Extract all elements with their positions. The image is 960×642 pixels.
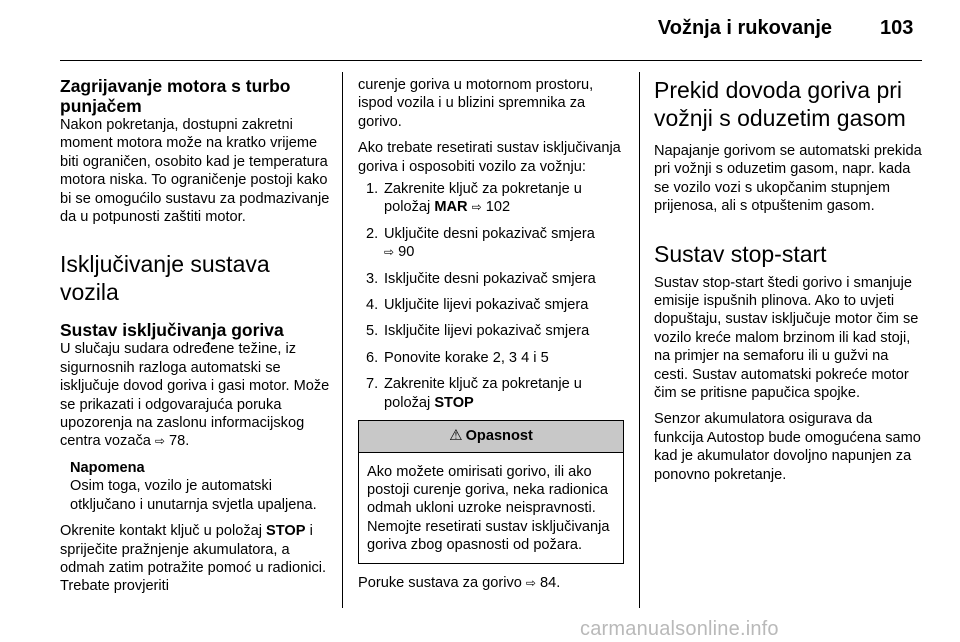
list-item: 5. Isključite lijevi pokazivač smjera: [366, 323, 590, 340]
section-heading-shutdown: Isključivanje sustava vozila: [60, 251, 270, 306]
list-item: 3. Isključite desni pokazivač smjera: [366, 270, 596, 287]
paragraph-overrun-cutoff: Napajanje gorivom se automatski prekida pri vožnji s oduzetim gasom, napr. kada se vozilo vozi s ukopčanim stupnjem prijenosa, ali s otpuštenim gasom.: [654, 143, 922, 215]
warning-triangle-icon: ⚠: [449, 427, 463, 445]
list-item: 4. Uključite lijevi pokazivač smjera: [366, 297, 589, 314]
paragraph-fuel-cutoff: U slučaju sudara određene težine, iz sigurnosnih razloga automatski se isključuje dovod goriva i gasi motor. Može se prikazati i odgovarajuća poruka upozorenja na zaslonu informacijskog centra vozača ⇨ 78.: [60, 341, 330, 450]
warning-box: [358, 420, 624, 563]
warning-header: [359, 421, 623, 452]
list-item: 6. Ponovite korake 2, 3 4 i 5: [366, 349, 549, 366]
page-reference[interactable]: 84.: [540, 574, 561, 591]
paragraph-battery-sensor: Senzor akumulatora osigurava da funkcija Autostop bude omogućena samo kad je akumulator dovoljno napunjen za ponovno pokretanje.: [654, 411, 921, 483]
note-text: Osim toga, vozilo je automatski otključano i unutarnja svjetla upaljena.: [70, 478, 317, 513]
section-heading-overrun-cutoff: Prekid dovoda goriva pri vožnji s oduzetim gasom: [654, 77, 906, 131]
column-divider-2: [639, 72, 640, 608]
paragraph-stop-start: Sustav stop-start štedi gorivo i smanjuje emisije ispušnih plinova. Ako to uvjeti dopuštaju, sustav isključuje motor čim se vozilo kreće malom brzinom ili kad stoji, na primjer na semaforu ili u gužvi na cesti. Sustav automatski pokreće motor čim se pritisne papučica spojke.: [654, 274, 919, 402]
section-heading-fuel-cutoff: Sustav isključivanja goriva: [60, 320, 284, 341]
reference-arrow-icon: ⇨: [525, 575, 536, 590]
paragraph-fuel-messages: Poruke sustava za gorivo ⇨ 84.: [358, 574, 561, 591]
reference-arrow-icon: ⇨: [471, 200, 482, 215]
note-block: [70, 459, 330, 514]
note-title: Napomena: [70, 459, 145, 476]
paragraph-ignition-stop: Okrenite kontakt ključ u položaj STOP i spriječite pražnjenje akumulatora, a odmah zatim potražite pomoć u radionici. Trebate provjeriti: [60, 523, 327, 595]
paragraph-reset-intro: Ako trebate resetirati sustav isključivanja goriva i osposobiti vozilo za vožnju:: [358, 140, 621, 175]
section-heading-turbo: Zagrijavanje motora s turbo punjačem: [60, 76, 291, 116]
column-3: [654, 76, 924, 492]
warning-title: Opasnost: [465, 428, 533, 445]
reference-arrow-icon: ⇨: [154, 434, 165, 449]
section-heading-stop-start: Sustav stop-start: [654, 240, 827, 267]
list-item: 2. Uključite desni pokazivač smjera ⇨ 90: [366, 225, 595, 261]
warning-text: Ako možete omirisati gorivo, ili ako postoji curenje goriva, neka radionica odmah ukloni uzroke neispravnosti. Nemojte resetirati sustav isključivanja goriva zbog opasnosti od požara.: [367, 463, 610, 554]
page-reference[interactable]: 90: [398, 244, 415, 261]
header-divider: [60, 60, 922, 61]
reference-arrow-icon: ⇨: [384, 245, 395, 260]
reset-steps-list: [358, 180, 624, 412]
page-reference[interactable]: 78.: [169, 433, 190, 450]
page-header-title: Vožnja i rukovanje: [657, 17, 832, 39]
watermark: carmanualsonline.info: [580, 618, 779, 640]
column-1: [60, 76, 330, 604]
page-reference[interactable]: 102: [485, 199, 511, 216]
list-item: 7. Zakrenite ključ za pokretanje u položaj STOP: [366, 376, 582, 411]
page-number: 103: [880, 17, 914, 39]
list-item: 1. Zakrenite ključ za pokretanje u položaj MAR ⇨ 102: [366, 181, 582, 216]
paragraph-fuel-leak: curenje goriva u motornom prostoru, ispod vozila i u blizini spremnika za gorivo.: [358, 77, 594, 130]
column-2: [358, 76, 624, 600]
column-divider-1: [342, 72, 343, 608]
paragraph-turbo: Nakon pokretanja, dostupni zakretni moment motora može na kratko vrijeme biti ograničen, osobito kad je temperatura motora niska. To ograničenje postoji kako bi se omogućilo sustavu za podmazivanje da u potpunosti zaštiti motor.: [60, 117, 330, 226]
